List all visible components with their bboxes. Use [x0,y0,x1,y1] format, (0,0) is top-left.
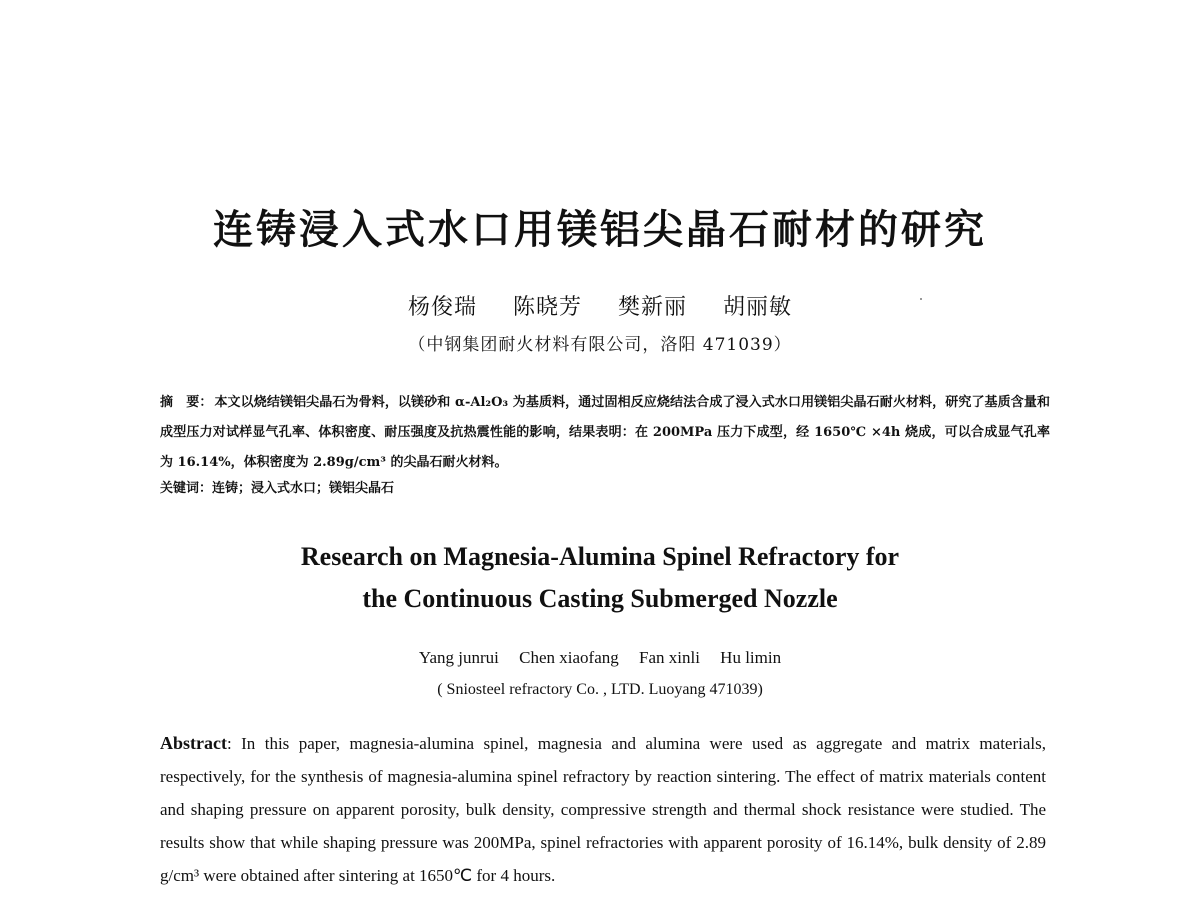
author-name: 樊新丽 [618,295,688,320]
chinese-authors [0,290,1200,321]
chinese-keywords-text: 连铸；浸入式水口；镁铝尖晶石 [212,481,395,496]
scan-speck [920,298,922,300]
chinese-title: 连铸浸入式水口用镁铝尖晶石耐材的研究 [213,207,987,253]
author-name: Chen xiaofang [519,648,619,667]
english-title-line2: the Continuous Casting Submerged Nozzle [362,584,838,613]
chinese-abstract-label: 摘 要： [160,395,213,410]
author-name: Hu limin [720,648,782,667]
chinese-affiliation: （中钢集团耐火材料有限公司，洛阳 471039） [408,335,792,355]
chinese-abstract-text: 本文以烧结镁铝尖晶石为骨料，以镁砂和 α-Al₂O₃ 为基质料，通过固相反应烧结法合成了浸入式水口用镁铝尖晶石耐火材料，研究了基质含量和成型压力对试样显气孔率、体积密度、耐压强度及抗热震性能的影响，结果表明：在 200MPa 压力下成型，经 1650℃ ×4h 烧成，可以合成显气孔率为 16.14%，体积密度为 2.89g/cm³ 的尖晶石耐火材料。 [160,395,1050,470]
chinese-keywords-label: 关键词： [160,481,213,496]
english-abstract [160,727,1046,892]
english-title [0,536,1200,620]
author-name: Yang junrui [418,648,499,667]
english-abstract-text: : In this paper, magnesia-alumina spinel, magnesia and alumina were used as aggregate and matrix materials, respectively, for the synthesis of magnesia-alumina spinel refractory by reaction sintering. The effect of matrix materials content and shaping pressure on apparent porosity, bulk density, compressive strength and thermal shock resistance were studied. The results show that while shaping pressure was 200MPa, spinel refractories with apparent porosity of 16.14%, bulk density of 2.89 g/cm³ were obtained after sintering at 1650℃ for 4 hours. [160,734,1046,885]
english-title-line1: Research on Magnesia-Alumina Spinel Refractory for [300,542,900,571]
author-name: 胡丽敏 [723,295,793,320]
author-name: 陈晓芳 [512,295,582,320]
chinese-keywords [160,477,1050,496]
english-affiliation: ( Sniosteel refractory Co. , LTD. Luoyang 471039) [437,681,763,698]
author-name: 杨俊瑞 [407,295,477,320]
chinese-abstract [160,388,1050,478]
english-authors [0,648,1200,668]
author-name: Fan xinli [639,648,700,667]
english-abstract-label: Abstract [160,733,227,753]
